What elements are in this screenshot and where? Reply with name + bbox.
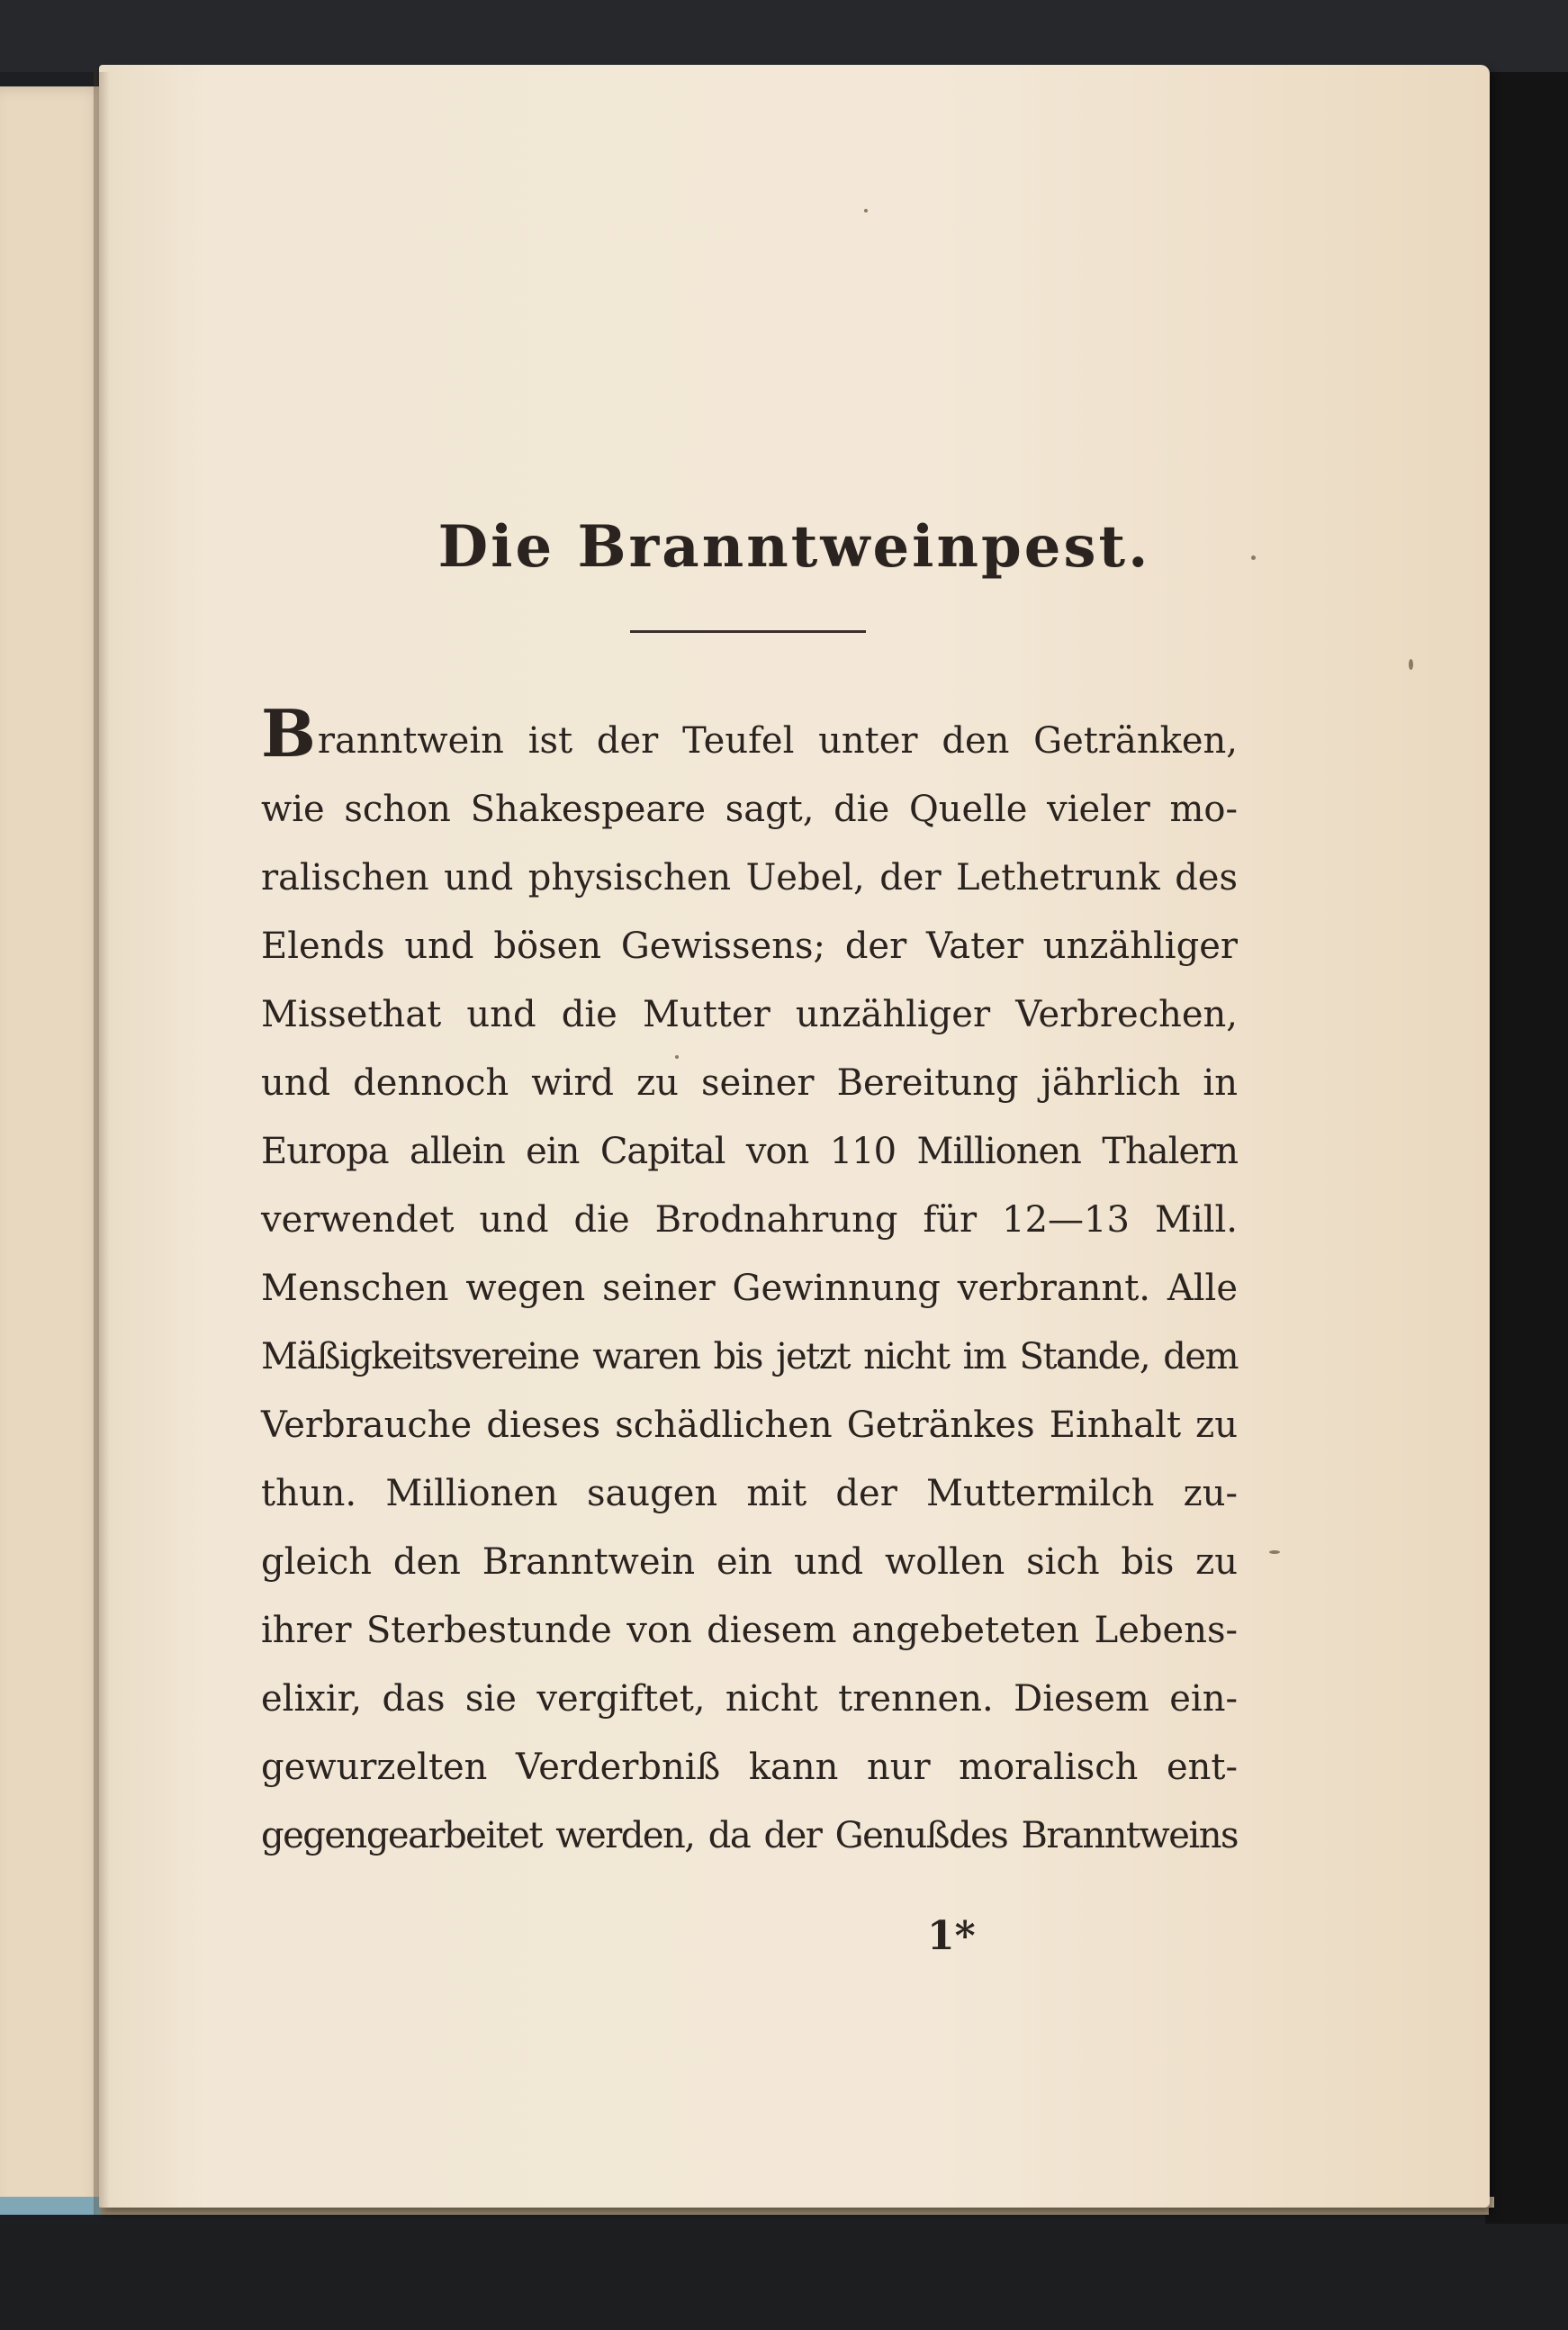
text-line: Menschen wegen seiner Gewinnung verbrannt. Alle xyxy=(261,1268,1238,1309)
signature-mark: 1* xyxy=(927,1913,976,1959)
background-bottom xyxy=(0,2224,1568,2330)
text-line: Mäßigkeitsvereine waren bis jetzt nicht im Stande, dem xyxy=(261,1336,1238,1377)
paper-speck xyxy=(1269,1550,1280,1554)
text-line: gleich den Branntwein ein und wollen sich bis zu xyxy=(261,1541,1238,1583)
drop-cap: B xyxy=(261,695,316,772)
book-cover-edge xyxy=(1485,72,1568,2251)
text-line: Europa allein ein Capital von 110 Millionen Thalern xyxy=(261,1131,1238,1172)
paper-speck xyxy=(864,209,868,212)
text-line: ihrer Sterbestunde von diesem angebeteten Lebens- xyxy=(261,1610,1238,1651)
text-line: verwendet und die Brodnahrung für 12—13 Mill. xyxy=(261,1199,1238,1241)
body-text xyxy=(261,695,1238,1870)
title-divider xyxy=(630,630,866,633)
gutter-shadow xyxy=(94,72,110,2215)
text-line: gegengearbeitet werden, da der Genußdes Branntweins xyxy=(261,1815,1238,1856)
text-line: gewurzelten Verderbniß kann nur moralisch ent- xyxy=(261,1747,1238,1788)
background-top xyxy=(0,0,1568,72)
facing-page xyxy=(0,86,106,2211)
text-line: wie schon Shakespeare sagt, die Quelle vieler mo- xyxy=(261,789,1238,830)
text-line: Missethat und die Mutter unzähliger Verbrechen, xyxy=(261,994,1238,1035)
text-line: und dennoch wird zu seiner Bereitung jährlich in xyxy=(261,1062,1238,1104)
page-stack-lower xyxy=(101,2208,1489,2215)
paper-speck xyxy=(1409,659,1413,670)
cover-edge-blue xyxy=(0,2197,104,2215)
text-line: Branntwein ist der Teufel unter den Getränken, xyxy=(261,695,1238,772)
text-line: ralischen und physischen Uebel, der Lethetrunk des xyxy=(261,857,1238,899)
text-line: Elends und bösen Gewissens; der Vater unzähliger xyxy=(261,926,1238,967)
text-line: elixir, das sie vergiftet, nicht trennen. Diesem ein- xyxy=(261,1678,1238,1720)
chapter-title: Die Branntweinpest. xyxy=(437,513,1151,581)
text-line: thun. Millionen saugen mit der Muttermilch zu- xyxy=(261,1473,1238,1514)
text-line: Verbrauche dieses schädlichen Getränkes Einhalt zu xyxy=(261,1404,1238,1446)
